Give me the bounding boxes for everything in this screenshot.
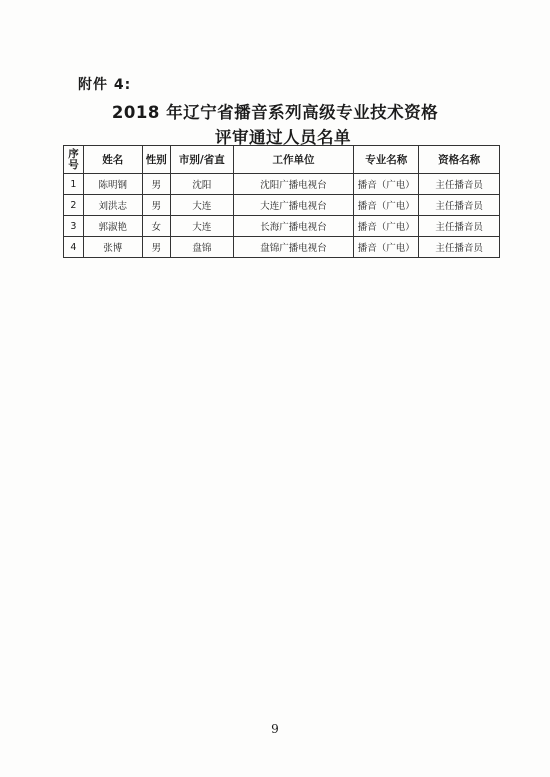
cell-qualification: 主任播音员 (419, 216, 500, 237)
header-seq: 序号 (64, 146, 84, 174)
cell-unit: 大连广播电视台 (233, 195, 354, 216)
table-row (64, 216, 500, 237)
cell-unit: 沈阳广播电视台 (233, 174, 354, 195)
approved-personnel-table (63, 145, 500, 258)
document-title-line2: 评审通过人员名单 (215, 128, 351, 147)
header-major: 专业名称 (354, 146, 419, 174)
header-city: 市别/省直 (170, 146, 233, 174)
cell-name: 刘洪志 (83, 195, 142, 216)
cell-name: 陈明钢 (83, 174, 142, 195)
cell-unit: 盘锦广播电视台 (233, 237, 354, 258)
header-unit: 工作单位 (233, 146, 354, 174)
cell-major: 播音（广电） (354, 237, 419, 258)
cell-name: 张博 (83, 237, 142, 258)
cell-city: 大连 (170, 216, 233, 237)
cell-sex: 女 (142, 216, 170, 237)
table-row (64, 174, 500, 195)
cell-qualification: 主任播音员 (419, 174, 500, 195)
cell-unit: 长海广播电视台 (233, 216, 354, 237)
cell-qualification: 主任播音员 (419, 195, 500, 216)
table-header-row (64, 146, 500, 174)
cell-seq: 3 (64, 216, 84, 237)
header-name: 姓名 (83, 146, 142, 174)
cell-major: 播音（广电） (354, 216, 419, 237)
cell-city: 沈阳 (170, 174, 233, 195)
cell-sex: 男 (142, 195, 170, 216)
cell-seq: 2 (64, 195, 84, 216)
cell-major: 播音（广电） (354, 195, 419, 216)
cell-seq: 4 (64, 237, 84, 258)
table-row (64, 195, 500, 216)
cell-qualification: 主任播音员 (419, 237, 500, 258)
cell-name: 郭淑艳 (83, 216, 142, 237)
cell-seq: 1 (64, 174, 84, 195)
page-number: 9 (271, 722, 279, 736)
cell-city: 大连 (170, 195, 233, 216)
attachment-label: 附件 4: (78, 77, 132, 93)
document-title-line1: 2018 年辽宁省播音系列高级专业技术资格 (111, 103, 439, 122)
cell-sex: 男 (142, 174, 170, 195)
cell-city: 盘锦 (170, 237, 233, 258)
cell-major: 播音（广电） (354, 174, 419, 195)
header-sex: 性别 (142, 146, 170, 174)
table-row (64, 237, 500, 258)
cell-sex: 男 (142, 237, 170, 258)
header-qualification: 资格名称 (419, 146, 500, 174)
